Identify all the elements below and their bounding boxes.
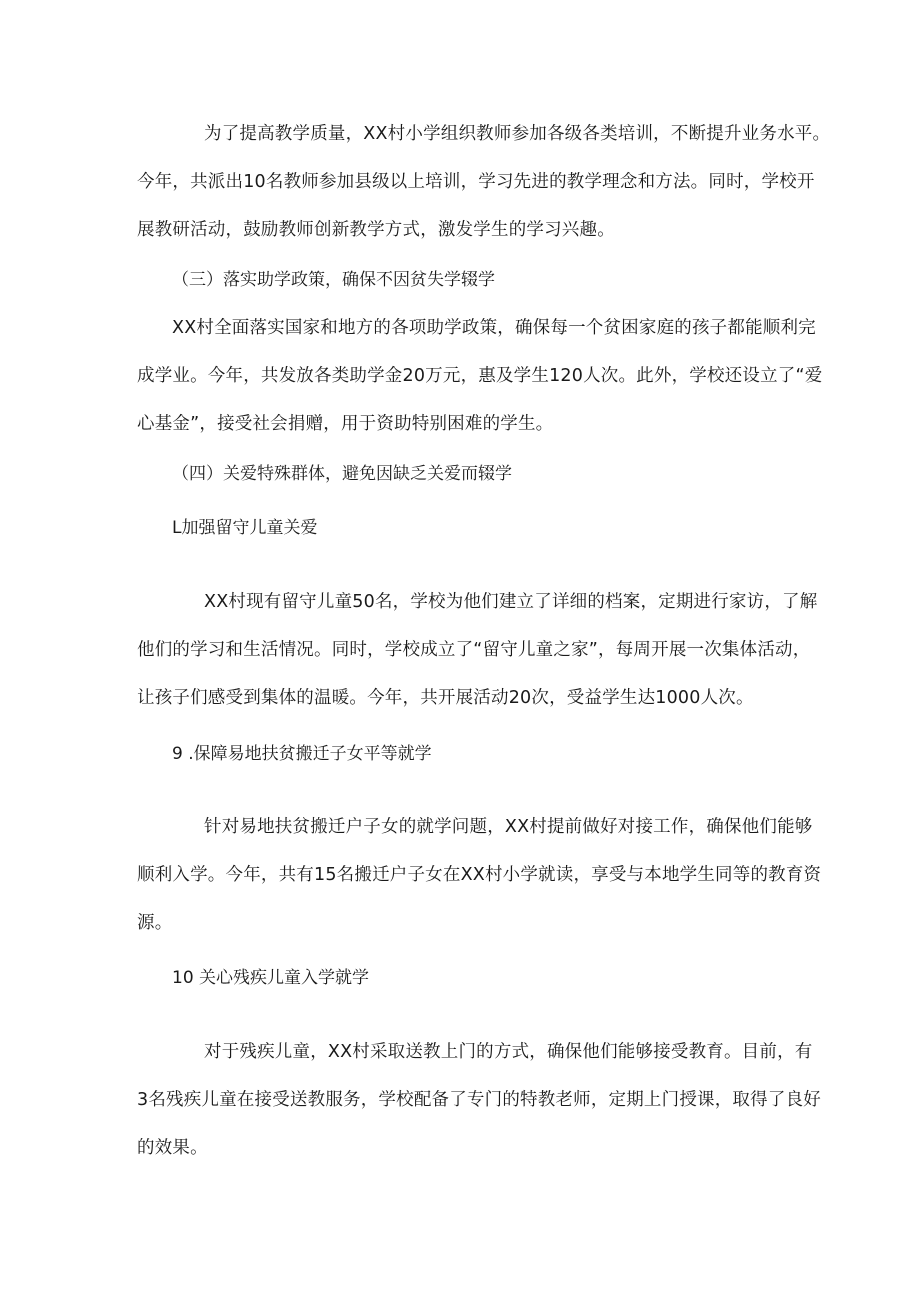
paragraph-line: 3名残疾儿童在接受送教服务，学校配备了专门的特教老师，定期上门授课，取得了良好 bbox=[137, 1090, 821, 1110]
paragraph-line: XX村现有留守儿童50名，学校为他们建立了详细的档案，定期进行家访，了解 bbox=[204, 592, 818, 612]
subsection-heading: L加强留守儿童关爱 bbox=[172, 518, 318, 538]
paragraph-line: 今年，共派出10名教师参加县级以上培训，学习先进的教学理念和方法。同时，学校开 bbox=[137, 172, 815, 192]
paragraph-line: 为了提高教学质量，XX村小学组织教师参加各级各类培训，不断提升业务水平。 bbox=[204, 124, 831, 144]
paragraph-line: 展教研活动，鼓励教师创新教学方式，激发学生的学习兴趣。 bbox=[137, 220, 615, 240]
paragraph-line: XX村全面落实国家和地方的各项助学政策，确保每一个贫困家庭的孩子都能顺利完 bbox=[172, 318, 816, 338]
paragraph-line: 顺利入学。今年，共有15名搬迁户子女在XX村小学就读，享受与本地学生同等的教育资 bbox=[137, 865, 822, 885]
section-heading: （三）落实助学政策，确保不因贫失学辍学 bbox=[172, 270, 495, 290]
subsection-heading: 10 关心残疾儿童入学就学 bbox=[172, 968, 370, 988]
paragraph-line: 的效果。 bbox=[137, 1138, 208, 1158]
paragraph-line: 对于残疾儿童，XX村采取送教上门的方式，确保他们能够接受教育。目前，有 bbox=[204, 1042, 813, 1062]
subsection-heading: 9 .保障易地扶贫搬迁子女平等就学 bbox=[172, 744, 432, 764]
paragraph-line: 成学业。今年，共发放各类助学金20万元，惠及学生120人次。此外，学校还设立了“爱 bbox=[137, 366, 823, 386]
paragraph-line: 针对易地扶贫搬迁户子女的就学问题，XX村提前做好对接工作，确保他们能够 bbox=[204, 817, 813, 837]
paragraph-line: 他们的学习和生活情况。同时，学校成立了“留守儿童之家”，每周开展一次集体活动， bbox=[137, 640, 811, 660]
section-heading: （四）关爱特殊群体，避免因缺乏关爱而辍学 bbox=[172, 464, 512, 484]
paragraph-line: 源。 bbox=[137, 913, 173, 933]
paragraph-line: 让孩子们感受到集体的温暖。今年，共开展活动20次，受益学生达1000人次。 bbox=[137, 688, 754, 708]
paragraph-line: 心基金”，接受社会捐赠，用于资助特别困难的学生。 bbox=[137, 414, 554, 434]
